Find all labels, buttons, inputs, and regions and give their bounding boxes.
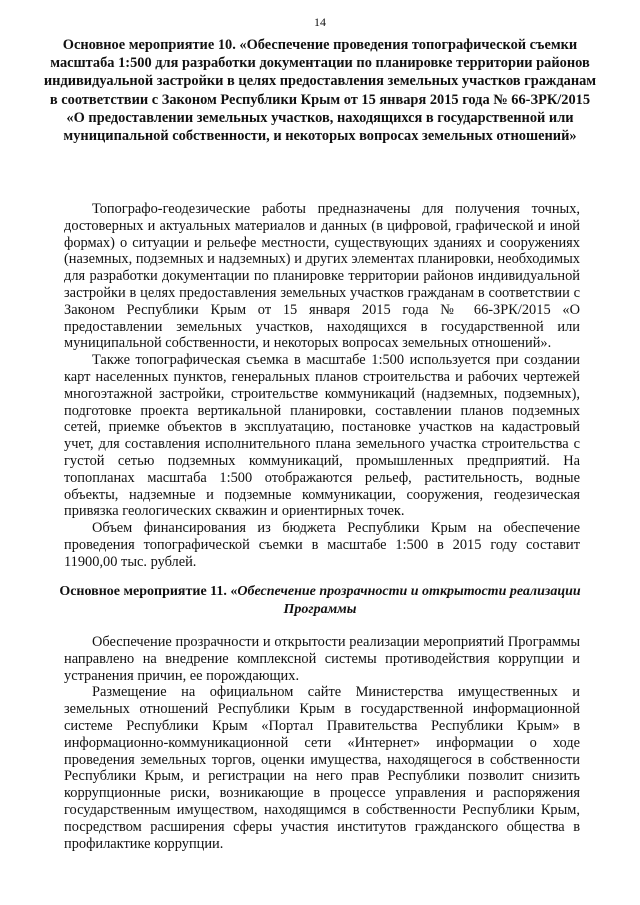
section-10-body: [64, 201, 580, 571]
section-11-title: [40, 583, 600, 619]
page-number: 14: [314, 15, 326, 29]
section-11-paragraph: Размещение на официальном сайте Министерства имущественных и земельных отношений Республики Крым в государственной информационной системе Республики Крым «Портал Правительства Республики Крым» в информационно-коммуникационной сети «Интернет» информации о ходе проведения земельных торгов, оценки имущества, находящегося в собственности Республики Крым, и регистрации на него прав Республики позволит снизить коррупционные риски, возникающие в процессе управления и распоряжения государственным имуществом, находящимся в собственности Республики Крым, посредством расширения сферы участия институтов гражданского общества в профилактике коррупции.: [64, 684, 580, 852]
section-11-paragraph: Обеспечение прозрачности и открытости реализации мероприятий Программы направлено на внедрение комплексной системы противодействия коррупции и устранения причин, ее порождающих.: [64, 634, 580, 684]
section-10-paragraph: Также топографическая съемка в масштабе 1:500 используется при создании карт населенных пунктов, генеральных планов строительства и рабочих чертежей многоэтажной застройки, строительстве коммуникаций (надземных, подземных), подготовке проекта вертикальной планировки, составлении планов подземных сетей, приемке объектов в эксплуатацию, постановке участков на кадастровый учет, для составления исполнительного плана земельного участка строительства с густой сетью подземных коммуникаций, промышленных предприятий. На топопланах масштаба 1:500 отображаются рельеф, растительность, водные объекты, надземные и подземные коммуникации, сооружения, геодезическая привязка геологических скважин и ориентирных точек.: [64, 352, 580, 520]
section-11-title-emphasis: Обеспечение прозрачности и открытости реализации Программы: [237, 584, 581, 617]
section-10-paragraph: Топографо-геодезические работы предназначены для получения точных, достоверных и актуальных материалов и данных (в цифровой, графической и иной формах) о ситуации и рельефе местности, существующих зданиях и сооружениях (наземных, подземных и надземных) и других элементах планировки, необходимых для разработки документации по планировке территории районов индивидуальной застройки в целях предоставления земельных участков гражданам в соответствии с Законом Республики Крым от 15 января 2015 года № 66-ЗРК/2015 «О предоставлении земельных участков, находящихся в государственной или муниципальной собственности, и некоторых вопросах земельных отношений».: [64, 201, 580, 352]
section-10-paragraph: Объем финансирования из бюджета Республики Крым на обеспечение проведения топографической съемки в масштабе 1:500 в 2015 году составит 11900,00 тыс. рублей.: [64, 520, 580, 570]
section-11-title-prefix: Основное мероприятие 11. «: [59, 584, 238, 599]
section-11-body: [64, 634, 580, 852]
section-10-title: Основное мероприятие 10. «Обеспечение проведения топографической съемки масштаба 1:500 для разработки документации по планировке территории районов индивидуальной застройки в целях предоставления земельных участков гражданам в соответствии с Законом Республики Крым от 15 января 2015 года № 66-ЗРК/2015 «О предоставлении земельных участков, находящихся в государственной или муниципальной собственности, и некоторых вопросах земельных отношений»: [43, 37, 597, 145]
